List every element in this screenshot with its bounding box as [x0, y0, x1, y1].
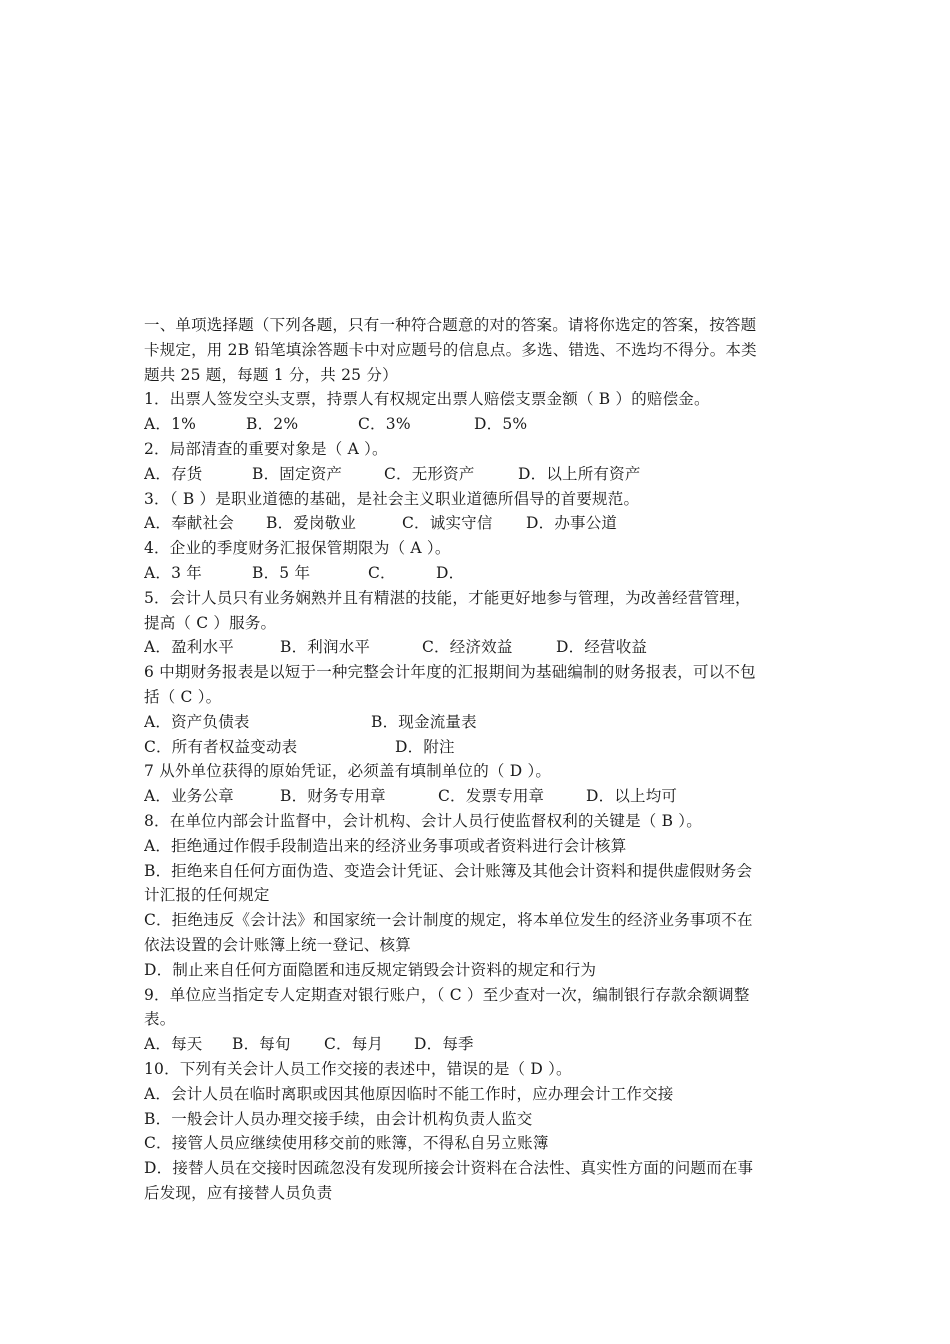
question-7: [144, 759, 808, 809]
option-b: B．固定资产: [252, 464, 343, 483]
question-8: [144, 809, 808, 983]
question-stem: 10．下列有关会计人员工作交接的表述中，错误的是（ D ）。: [144, 1059, 572, 1078]
option-row: [144, 784, 808, 809]
option-c: C．: [368, 563, 396, 582]
question-3: [144, 487, 808, 537]
option-line: A．会计人员在临时离职或因其他原因临时不能工作时，应办理会计工作交接: [144, 1084, 674, 1103]
question-stem: 7 从外单位获得的原始凭证，必须盖有填制单位的（ D ）。: [144, 762, 552, 781]
option-d: D．: [436, 563, 465, 582]
section-intro: [144, 313, 808, 387]
option-row: [144, 1032, 808, 1057]
option-a: A．存货: [144, 464, 203, 483]
question-2: [144, 437, 808, 487]
option-row: [144, 710, 808, 735]
intro-line: 卡规定，用 2B 铅笔填涂答题卡中对应题号的信息点。多选、错选、不选均不得分。本类: [144, 340, 757, 359]
question-9: [144, 983, 808, 1057]
option-a: A．奉献社会: [144, 514, 234, 533]
question-stem: 8．在单位内部会计监督中，会计机构、会计人员行使监督权利的关键是（ B ）。: [144, 811, 702, 830]
option-line: C．接管人员应继续使用移交前的账簿，不得私自另立账簿: [144, 1134, 549, 1153]
option-c: C．3%: [358, 415, 411, 434]
question-stem: 4．企业的季度财务汇报保管期限为（ A ）。: [144, 539, 451, 558]
option-line: B．一般会计人员办理交接手续，由会计机构负责人监交: [144, 1109, 533, 1128]
option-row: [144, 735, 808, 760]
option-b: B．每旬: [232, 1035, 291, 1054]
question-stem: 6 中期财务报表是以短于一种完整会计年度的汇报期间为基础编制的财务报表，可以不包: [144, 663, 756, 682]
option-c: C．诚实守信: [402, 514, 493, 533]
option-line: C．拒绝违反《会计法》和国家统一会计制度的规定，将本单位发生的经济业务事项不在: [144, 911, 753, 930]
option-row: [144, 511, 808, 536]
option-b: B．现金流量表: [371, 712, 477, 731]
option-row: [144, 462, 808, 487]
option-d: D．以上所有资产: [518, 464, 641, 483]
option-line: 后发现，应有接替人员负责: [144, 1183, 333, 1202]
option-a: A．每天: [144, 1035, 203, 1054]
intro-line: 一、单项选择题（下列各题，只有一种符合题意的对的答案。请将你选定的答案，按答题: [144, 316, 757, 334]
option-line: 计汇报的任何规定: [144, 886, 270, 905]
option-c: C．发票专用章: [438, 787, 545, 806]
option-d: D．以上均可: [586, 787, 678, 806]
option-row: [144, 561, 808, 586]
option-line: D．接替人员在交接时因疏忽没有发现所接会计资料在合法性、真实性方面的问题而在事: [144, 1159, 754, 1178]
exam-document: [144, 313, 808, 1206]
option-d: D．办事公道: [526, 514, 618, 533]
option-c: C．经济效益: [422, 638, 513, 657]
option-c: C．每月: [324, 1035, 384, 1054]
question-stem: 5．会计人员只有业务娴熟并且有精湛的技能，才能更好地参与管理，为改善经营管理，: [144, 588, 751, 607]
option-a: A．3 年: [144, 563, 202, 582]
option-b: B．5 年: [252, 563, 311, 582]
intro-line: 题共 25 题，每题 1 分，共 25 分）: [144, 365, 398, 384]
option-d: D．经营收益: [556, 638, 648, 657]
option-line: B．拒绝来自任何方面伪造、变造会计凭证、会计账簿及其他会计资料和提供虚假财务会: [144, 861, 753, 880]
option-d: D．5%: [474, 415, 528, 434]
option-d: D．附注: [395, 737, 455, 756]
option-line: 依法设置的会计账簿上统一登记、核算: [144, 935, 411, 954]
option-b: B．爱岗敬业: [266, 514, 357, 533]
option-line: D．制止来自任何方面隐匿和违反规定销毁会计资料的规定和行为: [144, 960, 597, 979]
option-c: C．所有者权益变动表: [144, 737, 298, 756]
question-stem: 括（ C ）。: [144, 687, 222, 706]
option-a: A．盈利水平: [144, 638, 234, 657]
option-row: [144, 635, 808, 660]
question-6: [144, 660, 808, 759]
question-stem: 9．单位应当指定专人定期查对银行账户，（ C ）至少查对一次，编制银行存款余额调整: [144, 985, 750, 1004]
option-b: B．利润水平: [280, 638, 371, 657]
option-c: C．无形资产: [384, 464, 475, 483]
question-5: [144, 586, 808, 660]
option-d: D．每季: [414, 1035, 474, 1054]
option-b: B．2%: [246, 415, 299, 434]
option-row: [144, 412, 808, 437]
question-stem: 表。: [144, 1010, 176, 1029]
option-line: A．拒绝通过作假手段制造出来的经济业务事项或者资料进行会计核算: [144, 836, 627, 855]
option-b: B．财务专用章: [280, 787, 386, 806]
question-1: [144, 387, 808, 437]
question-4: [144, 536, 808, 586]
question-stem: 3．（ B ）是职业道德的基础，是社会主义职业道德所倡导的首要规范。: [144, 489, 640, 508]
question-stem: 1．出票人签发空头支票，持票人有权规定出票人赔偿支票金额（ B ）的赔偿金。: [144, 390, 710, 409]
option-a: A．资产负债表: [144, 712, 250, 731]
question-stem: 提高（ C ）服务。: [144, 613, 277, 632]
option-a: A．业务公章: [144, 787, 234, 806]
question-10: [144, 1057, 808, 1206]
question-stem: 2．局部清查的重要对象是（ A ）。: [144, 439, 388, 458]
option-a: A．1%: [144, 415, 197, 434]
